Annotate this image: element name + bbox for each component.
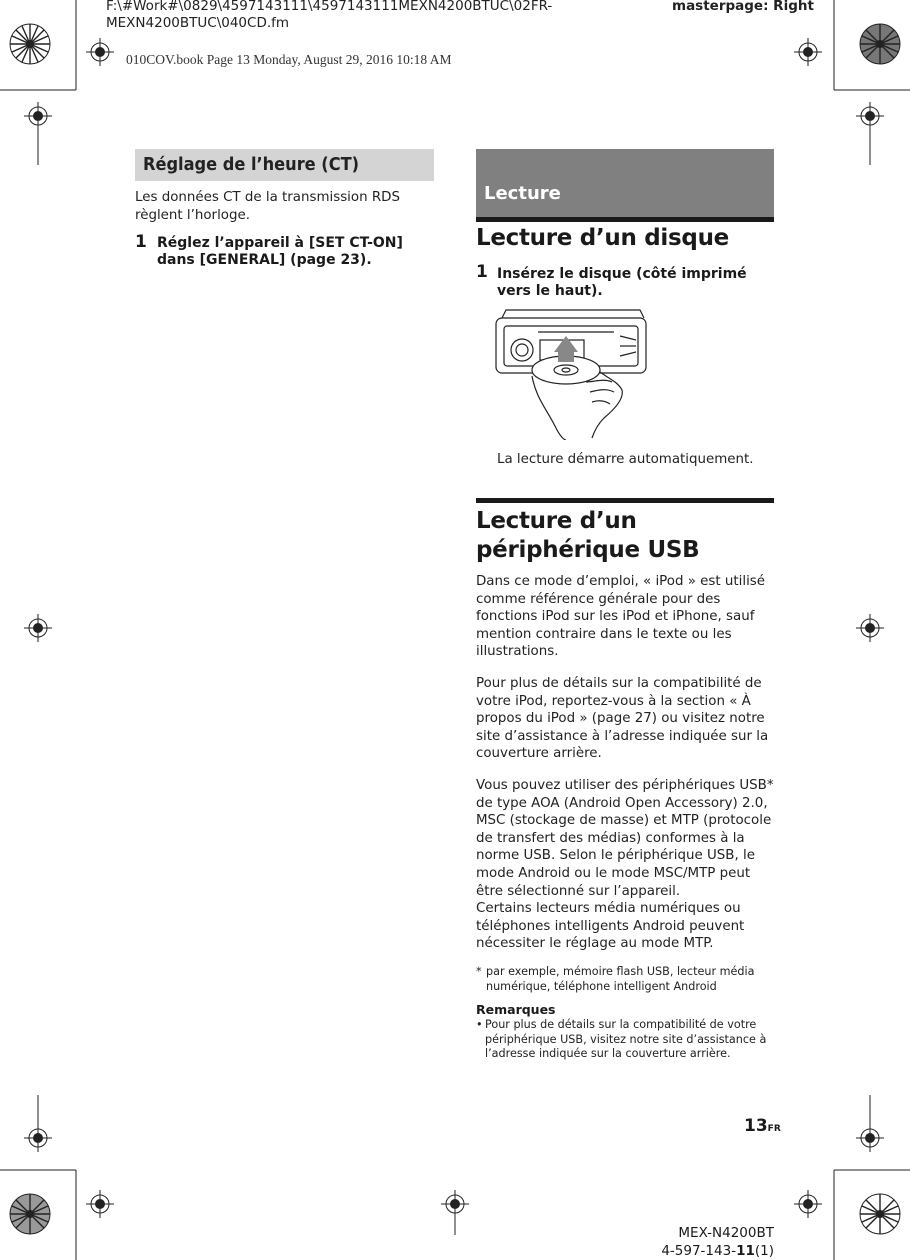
file-path-line-2: MEXN4200BTUC\040CD.fm [106, 15, 290, 31]
part-prefix: 4-597-143- [661, 1243, 737, 1259]
disc-caption: La lecture démarre automatiquement. [497, 452, 754, 467]
footnote-text: par exemple, mémoire flash USB, lecteur média numérique, téléphone intelligent Android [486, 965, 755, 993]
page-number-value: 13 [744, 1116, 768, 1136]
registration-mark-icon [441, 1190, 469, 1218]
part-number [600, 1242, 774, 1260]
step-text: Réglez l’appareil à [SET CT-ON] dans [GENERAL] (page 23). [157, 235, 403, 268]
usb-paragraph-1: Dans ce mode d’emploi, « iPod » est utilisé comme référence générale pour des fonctions iPod sur les iPod et iPhone, sauf mention contraire dans le texte ou les illustrations. [476, 574, 766, 660]
registration-mark-icon [24, 102, 52, 130]
clock-intro: Les données CT de la transmission RDS règlent l’horloge. [135, 190, 400, 223]
star-target-icon [8, 22, 52, 66]
registration-mark-icon [794, 1190, 822, 1218]
heading-disc: Lecture d’un disque [476, 225, 729, 251]
star-target-icon [858, 22, 902, 66]
footnote [476, 965, 774, 994]
disc-step-number: 1 [476, 262, 488, 282]
registration-mark-icon [856, 1124, 884, 1152]
part-revision: 11 [736, 1243, 755, 1259]
star-target-icon [8, 1192, 52, 1236]
disc-step-text: Insérez le disque (côté imprimé vers le haut). [497, 266, 747, 299]
page-language: FR [767, 1124, 781, 1134]
usb-body [476, 573, 774, 953]
registration-mark-icon [794, 38, 822, 66]
file-path-line-1: F:\#Work#\0829\4597143111\4597143111MEXN4200BTUC\02FR- [106, 0, 553, 14]
usb-paragraph-4: Certains lecteurs média numériques ou téléphones intelligents Android peuvent nécessiter le réglage au mode MTP. [476, 901, 745, 952]
bullet-icon: • [476, 1018, 483, 1031]
heading-usb: Lecture d’un périphérique USB [476, 508, 700, 563]
step-number: 1 [135, 232, 147, 252]
registration-mark-icon [856, 614, 884, 642]
registration-mark-icon [856, 102, 884, 130]
book-info-line: 010COV.book Page 13 Monday, August 29, 2016 10:18 AM [126, 52, 452, 67]
model-block [600, 1224, 774, 1260]
section-bar-lecture: Lecture [476, 149, 774, 222]
section-rule [476, 498, 774, 503]
registration-mark-icon [86, 38, 114, 66]
model-number: MEX-N4200BT [678, 1225, 774, 1241]
usb-paragraph-2: Pour plus de détails sur la compatibilité de votre iPod, reportez-vous à la section « À propos du iPod » (page 27) ou visitez notre site d’assistance à l’adresse indiquée sur la couverture arrière. [476, 675, 769, 762]
registration-mark-icon [24, 1124, 52, 1152]
usb-paragraph-3: Vous pouvez utiliser des périphériques USB* de type AOA (Android Open Accessory) 2.0, MSC (stockage de masse) et MTP (protocole de transfert des médias) conformes à la norme USB. Selon le périphérique USB, le mode Android ou le mode MSC/MTP peut être sélectionné sur l’appareil. [476, 777, 774, 899]
file-path [106, 0, 576, 32]
registration-mark-icon [86, 1190, 114, 1218]
remark-text: Pour plus de détails sur la compatibilité de votre périphérique USB, visitez notre site d’assistance à l’adresse indiquée sur la couverture arrière. [485, 1018, 767, 1060]
star-target-icon [858, 1192, 902, 1236]
part-suffix: (1) [754, 1243, 774, 1259]
remarks-title: Remarques [476, 1002, 556, 1017]
page-number [744, 1116, 781, 1136]
registration-mark-icon [24, 614, 52, 642]
remark-item [476, 1018, 774, 1062]
disc-insert-illustration [494, 308, 648, 440]
footnote-mark: * [476, 965, 482, 978]
section-title-clock: Réglage de l’heure (CT) [135, 149, 434, 181]
masterpage-label: masterpage: Right [672, 0, 814, 14]
